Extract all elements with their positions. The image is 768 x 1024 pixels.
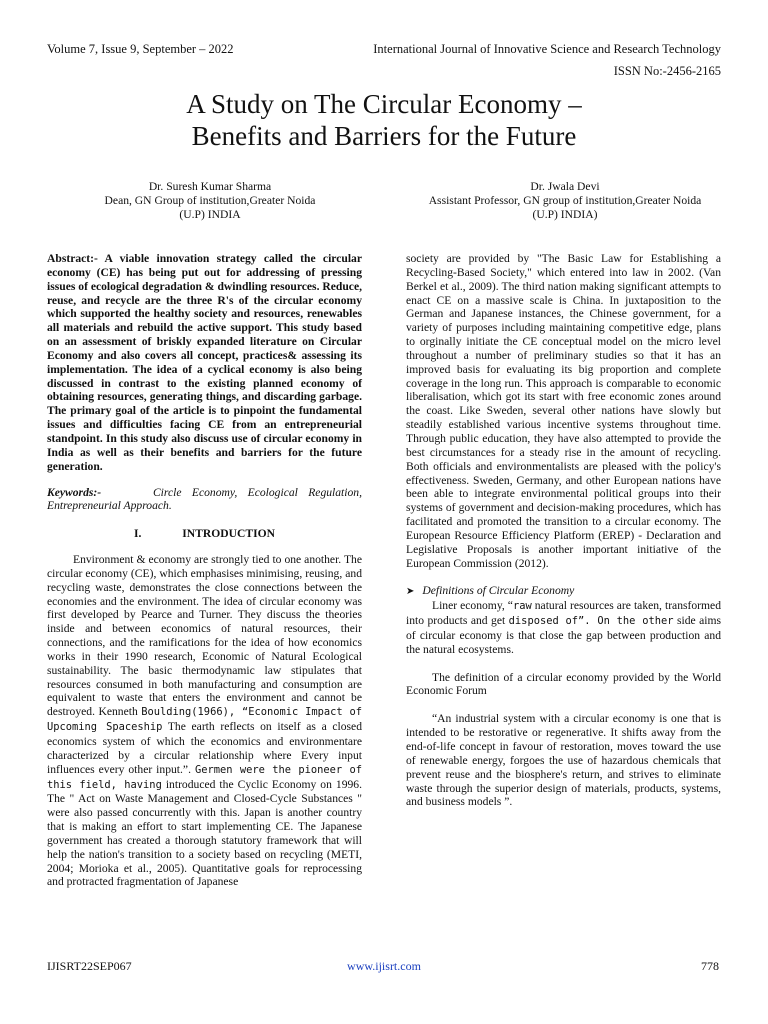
keywords xyxy=(47,486,362,514)
intro-text-a: Environment & economy are strongly tied to one another. The circular economy (CE), which emphasises minimising, reusing, and recycling waste, demonstrates the close connections between the economies and the environment. The idea of circular economy was first developed by Pearce and Turner. They discuss the theories inside and between economics of natural resources, their connections, and the ramifications for the idea of how economics works in their 1990 research, Economic of Natural Ecological sustainability. The basic thermodynamic law stipulates that resources consumed in both manufacturing and consumption are equivalent to waste that enters the environment and cannot be destroyed. Kenneth xyxy=(47,553,362,719)
definition-paragraph-2: The definition of a circular economy provided by the World Economic Forum xyxy=(406,670,721,698)
page-number: 778 xyxy=(701,959,719,973)
issn: ISSN No:-2456-2165 xyxy=(613,64,721,78)
journal-name: International Journal of Innovative Science and Research Technology xyxy=(373,42,721,56)
arrow-bullet-icon: ➤ xyxy=(406,586,415,598)
author-block-1 xyxy=(40,180,380,222)
intro-paragraph xyxy=(47,553,362,889)
def-text-mono-1: raw xyxy=(512,600,532,613)
journal-volume: Volume 7, Issue 9, September – 2022 xyxy=(47,42,234,56)
author-location: (U.P) INDIA) xyxy=(532,208,598,221)
author-affiliation: Dean, GN Group of institution,Greater Noida xyxy=(104,194,316,207)
intro-text-mono-2: Germen were the pioneer of this field, having xyxy=(47,763,362,791)
right-column xyxy=(406,252,721,809)
intro-text-mono-1: Boulding(1966), “Economic Impact of Upcoming Spaceship xyxy=(47,706,362,734)
author-location: (U.P) INDIA xyxy=(179,208,241,221)
def-text-mono-2: disposed of”. On the other xyxy=(508,615,674,628)
body-paragraph: society are provided by "The Basic Law for Establishing a Recycling-Based Society," which entered into law in 2002. (Van Berkel et al., 2009). The third nation making significant attempts to enact CE on a massive scale is China. In juxtaposition to the German and Japanese instances, the Chinese government, for a variety of purposes including maintaining competitive edge, plans to orginally initiate the CE conceptual model on the micro level throughout a number of preliminary studies so that it has an improved basis for evaluating its big proportion and complete coverage in the long run. This approach is comparable to economic liberalisation, which got its start with free economic zones around the coast. Like Sweden, several other nations have slowly but steadily established various incentive systems throughout time. Through public education, they have also attempted to provide the best circumstances for a steady rise in the amount of recycling. Both officials and environmentalists are pleased with the policy's effectiveness. Sweden, Germany, and other European nations have been able to integrate environmental political groups into their systems of government and decision-making procedures, which has facilitated and promoted the transition to a circular economy. The European Resource Efficiency Platform (EREP) - Declaration and Legislative Proposals is another important initiative of the European Commission (2012). xyxy=(406,252,721,570)
def-text-b: natural resources are taken, transformed into products and get xyxy=(406,599,721,628)
def-text-c: side aims of circular economy is that close the gap between production and the natural ecosystems. xyxy=(406,614,722,656)
subsection-title: Definitions of Circular Economy xyxy=(422,584,575,598)
title-line-2: Benefits and Barriers for the Future xyxy=(191,121,577,151)
section-number: I. xyxy=(133,527,142,541)
subsection-heading-definitions xyxy=(406,584,721,599)
journal-website-link[interactable]: www.ijisrt.com xyxy=(347,959,421,973)
keywords-text: Circle Economy, Ecological Regulation, Entrepreneurial Approach. xyxy=(47,485,362,513)
author-affiliation: Assistant Professor, GN group of institution,Greater Noida xyxy=(428,194,702,207)
definition-quote: “An industrial system with a circular economy is one that is intended to be restorative or regenerative. It shifts away from the end-of-life concept in favour of restoration, moves toward the use of renewable energy, forgoes the use of hazardous chemicals that prevent reuse and the biosphere's return, and strives to eliminate waste through the superior design of materials, products, systems, and business models ”. xyxy=(406,712,721,809)
intro-text-c: introduced the Cyclic Economy on 1996. The " Act on Waste Management and Closed-Cycle Substances " were also passed concurrently with this. Japan is another country that is making an effort to start implementing CE. The Japanese government has created a thorough statutory framework that will help the nation's transition to a society based on recycling (METI, 2004; Morioka et al., 2005). Quantitative goals for reprocessing and protracted fragmentation of Japanese xyxy=(47,777,362,889)
section-heading-introduction xyxy=(47,527,362,541)
author-block-2 xyxy=(390,180,740,222)
paper-title xyxy=(0,88,768,152)
keywords-label: Keywords:- xyxy=(47,485,102,499)
def-text-a: Liner economy, “ xyxy=(432,599,513,613)
section-title: INTRODUCTION xyxy=(182,527,276,541)
author-name: Dr. Suresh Kumar Sharma xyxy=(148,180,272,193)
paper-id: IJISRT22SEP067 xyxy=(47,959,132,973)
definition-paragraph-1 xyxy=(406,599,721,656)
left-column xyxy=(47,252,362,889)
abstract: Abstract:- A viable innovation strategy called the circular economy (CE) has being put out for addressing of pressing issues of ecological degradation & dwindling resources. Reduce, reuse, and recycle are the three R's of the circular economy which supported the healthy society and resources, renewables all materials and rebuild the active support. This study based on an assessment of briskly expanded literature on Circular Economy and also covers all concept, practices& assessing its implementation. The idea of a cyclical economy is also being discussed in contrast to the existing planned economy of obtaining resources, generating things, and discarding garbage. The primary goal of the article is to pinpoint the fundamental issues and difficulties facing CE from an entrepreneurial standpoint. In this study also discuss use of circular economy in India as well as their benefits and barriers for the future generation. xyxy=(47,252,362,473)
intro-text-b: The earth reflects on itself as a closed economics system of which the economics and environmentare characterized by a circular relationship where Every input influences every other input.”. xyxy=(47,720,362,776)
author-name: Dr. Jwala Devi xyxy=(530,180,600,193)
title-line-1: A Study on The Circular Economy – xyxy=(186,89,582,119)
